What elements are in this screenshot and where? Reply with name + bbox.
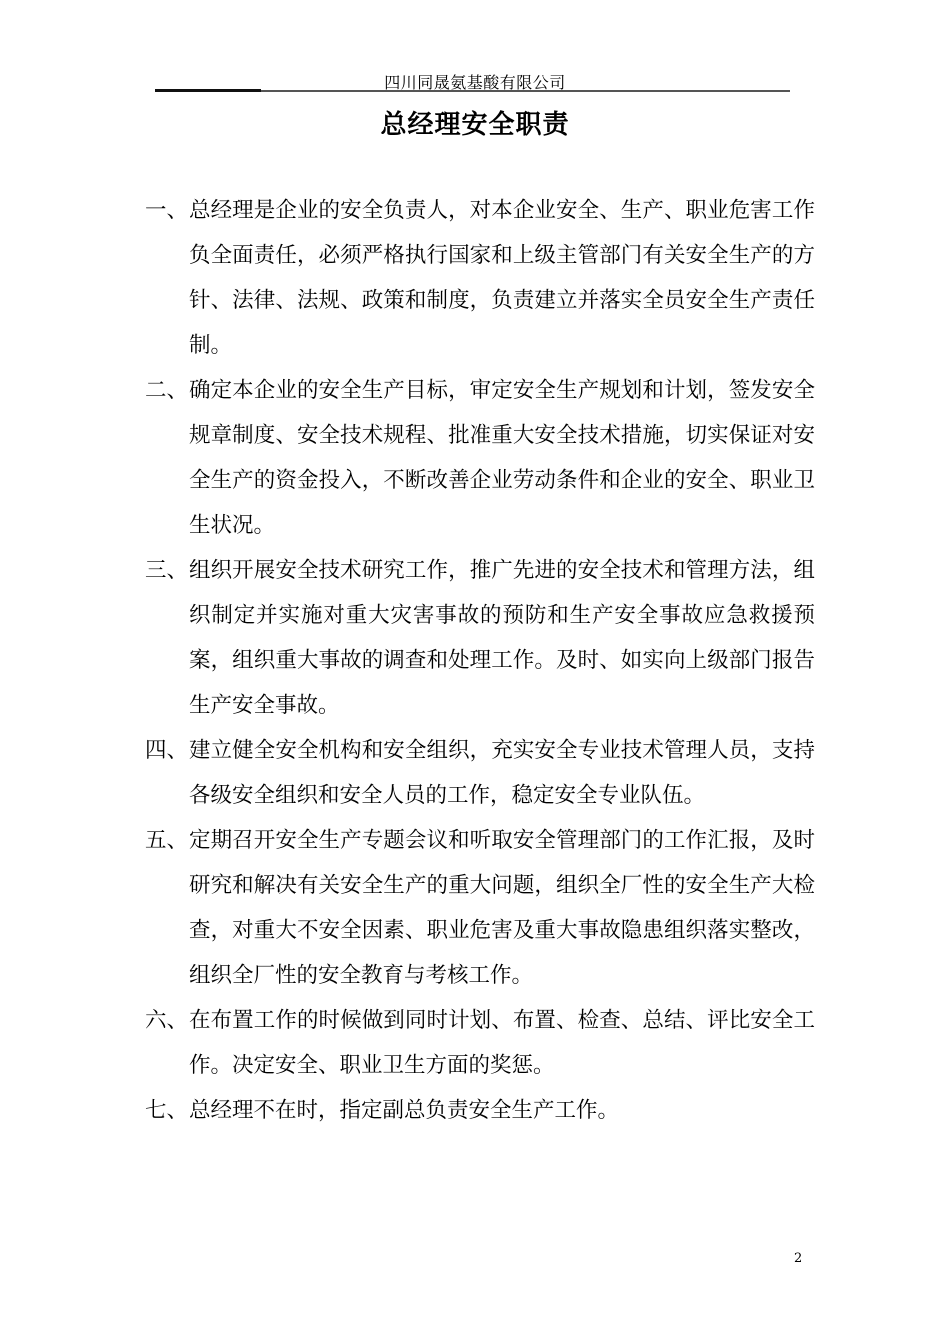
clause-4 xyxy=(145,728,815,818)
page-number: 2 xyxy=(794,1251,803,1266)
clause-number: 一、 xyxy=(145,198,189,223)
clause-number: 五、 xyxy=(145,828,189,853)
clause-6 xyxy=(145,998,815,1088)
header-rule-accent xyxy=(155,89,261,92)
clause-number: 三、 xyxy=(145,558,189,583)
clause-1 xyxy=(145,188,815,368)
clause-text: 总经理是企业的安全负责人，对本企业安全、生产、职业危害工作负全面责任，必须严格执行国家和上级主管部门有关安全生产的方针、法律、法规、政策和制度，负责建立并落实全员安全生产责任制。 xyxy=(189,198,815,358)
clause-number: 二、 xyxy=(145,378,189,403)
clause-text: 组织开展安全技术研究工作，推广先进的安全技术和管理方法，组织制定并实施对重大灾害事故的预防和生产安全事故应急救援预案，组织重大事故的调查和处理工作。及时、如实向上级部门报告生产安全事故。 xyxy=(189,558,815,718)
clause-number: 四、 xyxy=(145,738,189,763)
clause-text: 总经理不在时，指定副总负责安全生产工作。 xyxy=(189,1098,620,1123)
clause-2 xyxy=(145,368,815,548)
clause-list xyxy=(145,188,815,1133)
clause-text: 定期召开安全生产专题会议和听取安全管理部门的工作汇报，及时研究和解决有关安全生产的重大问题，组织全厂性的安全生产大检查，对重大不安全因素、职业危害及重大事故隐患组织落实整改，组织全厂性的安全教育与考核工作。 xyxy=(189,828,815,988)
clause-number: 六、 xyxy=(145,1008,189,1033)
document-title: 总经理安全职责 xyxy=(380,110,570,140)
clause-text: 在布置工作的时候做到同时计划、布置、检查、总结、评比安全工作。决定安全、职业卫生方面的奖惩。 xyxy=(189,1008,815,1078)
clause-number: 七、 xyxy=(145,1098,189,1123)
header-company-name: 四川同晟氨基酸有限公司 xyxy=(384,73,566,92)
clause-text: 建立健全安全机构和安全组织，充实安全专业技术管理人员，支持各级安全组织和安全人员的工作，稳定安全专业队伍。 xyxy=(189,738,815,808)
clause-3 xyxy=(145,548,815,728)
clause-text: 确定本企业的安全生产目标，审定安全生产规划和计划，签发安全规章制度、安全技术规程、批准重大安全技术措施，切实保证对安全生产的资金投入，不断改善企业劳动条件和企业的安全、职业卫生状况。 xyxy=(189,378,815,538)
clause-7 xyxy=(145,1088,815,1133)
clause-5 xyxy=(145,818,815,998)
